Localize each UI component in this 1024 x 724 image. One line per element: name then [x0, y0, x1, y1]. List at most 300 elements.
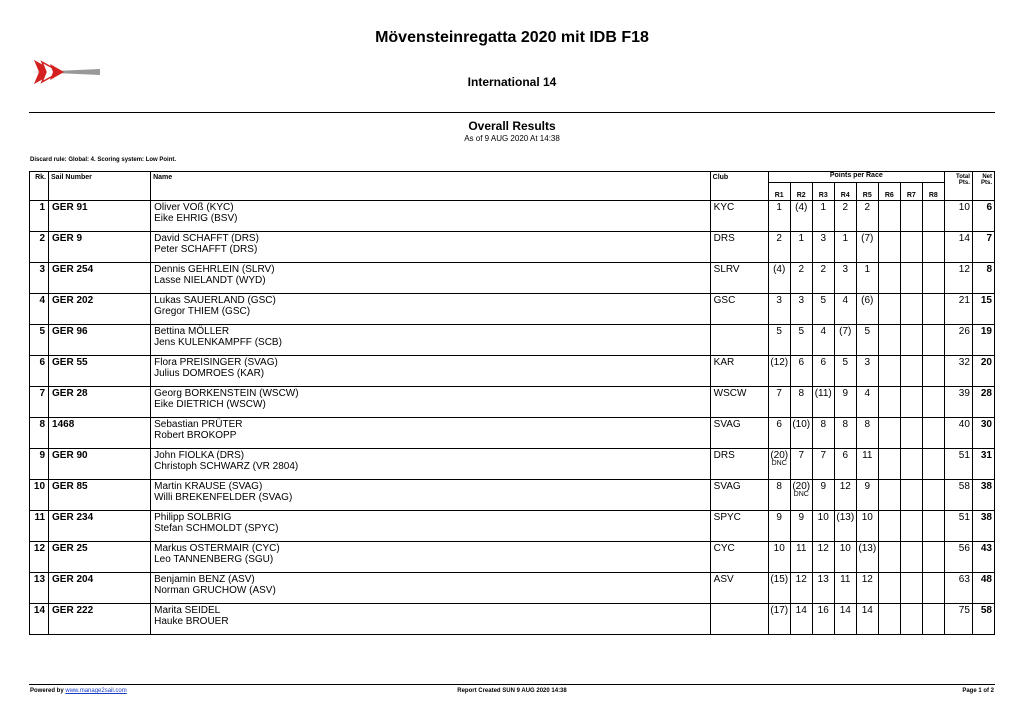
race-points-cell — [768, 201, 790, 232]
race-points-cell — [878, 263, 900, 294]
race-points-cell — [900, 542, 922, 573]
race-points: 6 — [776, 419, 782, 430]
race-points-cell — [812, 418, 834, 449]
rank-cell: 8 — [30, 418, 49, 449]
race-points-cell — [900, 387, 922, 418]
total-points-cell: 26 — [944, 325, 972, 356]
race-points-cell — [834, 573, 856, 604]
race-points-cell — [834, 263, 856, 294]
race-points: 5 — [864, 326, 871, 337]
table-row — [30, 387, 995, 418]
crew-names-cell — [151, 356, 711, 387]
race-points-cell — [856, 263, 878, 294]
race-points-cell — [856, 356, 878, 387]
race-points: 9 — [776, 512, 782, 523]
crew-name: David SCHAFFT (DRS) — [154, 233, 259, 244]
race-points-cell — [856, 232, 878, 263]
net-points-cell: 20 — [972, 356, 994, 387]
race-points: 6 — [798, 357, 804, 368]
crew-name: Benjamin BENZ (ASV) — [154, 574, 255, 585]
race-points: 11 — [796, 543, 807, 554]
column-header-race: R4 — [834, 183, 856, 201]
race-points: 10 — [839, 543, 851, 554]
race-points-cell — [922, 387, 944, 418]
race-points-cell — [790, 294, 812, 325]
net-points-cell: 8 — [972, 263, 994, 294]
race-points-cell — [812, 294, 834, 325]
race-points: 10 — [773, 543, 785, 554]
crew-name: Lukas SAUERLAND (GSC) — [154, 295, 276, 306]
sail-number-cell: GER 28 — [49, 387, 151, 418]
race-points: 1 — [776, 202, 782, 213]
race-points: 12 — [817, 543, 829, 554]
race-points-cell — [834, 294, 856, 325]
race-points: (15) — [770, 574, 789, 585]
race-points-cell — [790, 232, 812, 263]
race-points-cell — [834, 232, 856, 263]
column-header-points-per-race: Points per Race — [768, 172, 944, 183]
net-points-cell: 28 — [972, 387, 994, 418]
race-points: 8 — [820, 419, 827, 430]
race-points-cell — [812, 573, 834, 604]
race-points-cell — [900, 325, 922, 356]
race-points-cell — [900, 573, 922, 604]
race-points-cell — [922, 449, 944, 480]
column-header-rank: Rk. — [30, 172, 49, 201]
race-points-cell — [812, 542, 834, 573]
race-points-cell — [768, 356, 790, 387]
rank-cell: 12 — [30, 542, 49, 573]
race-points-cell — [878, 356, 900, 387]
net-points-cell: 58 — [972, 604, 994, 635]
sail-number-cell: GER 254 — [49, 263, 151, 294]
race-points: 4 — [864, 388, 871, 399]
race-points: 1 — [842, 233, 849, 244]
race-points-cell — [834, 604, 856, 635]
crew-names-cell — [151, 418, 711, 449]
race-points: 9 — [798, 512, 804, 523]
table-row — [30, 325, 995, 356]
race-points-cell — [900, 418, 922, 449]
race-points: 5 — [798, 326, 804, 337]
race-points: 6 — [820, 357, 827, 368]
race-points: 3 — [798, 295, 804, 306]
race-points-cell — [878, 294, 900, 325]
crew-name: Willi BREKENFELDER (SVAG) — [154, 492, 293, 503]
report-created: Report Created SUN 9 AUG 2020 14:38 — [457, 688, 567, 694]
column-header-race: R2 — [790, 183, 812, 201]
crew-name: Eike DIETRICH (WSCW) — [154, 399, 266, 410]
race-points: 5 — [842, 357, 849, 368]
race-points-cell — [856, 418, 878, 449]
race-points: 5 — [776, 326, 782, 337]
race-points-cell — [790, 542, 812, 573]
race-points: 3 — [776, 295, 782, 306]
race-points-cell — [878, 325, 900, 356]
table-row — [30, 449, 995, 480]
crew-names-cell — [151, 387, 711, 418]
race-points-cell — [812, 232, 834, 263]
race-points-cell — [834, 511, 856, 542]
rank-cell: 5 — [30, 325, 49, 356]
race-points-cell — [922, 573, 944, 604]
column-header-net: Net Pts. — [972, 172, 994, 201]
header-divider — [29, 112, 995, 113]
race-points-cell — [856, 604, 878, 635]
race-points: (20) — [770, 450, 789, 461]
race-points: (17) — [770, 605, 789, 616]
sail-number-cell: 1468 — [49, 418, 151, 449]
race-points: 9 — [864, 481, 871, 492]
race-points: 1 — [864, 264, 871, 275]
race-points: 9 — [820, 481, 827, 492]
total-points-cell: 75 — [944, 604, 972, 635]
crew-name: John FIOLKA (DRS) — [154, 450, 245, 461]
discard-rule: Discard rule: Global: 4. Scoring system: Low Point. — [30, 157, 177, 163]
as-of-timestamp: As of 9 AUG 2020 At 14:38 — [464, 134, 560, 143]
race-points-cell — [922, 325, 944, 356]
race-points: 4 — [842, 295, 849, 306]
club-cell — [710, 604, 768, 635]
race-points: 1 — [820, 202, 827, 213]
class-name: International 14 — [467, 75, 557, 89]
rank-cell: 1 — [30, 201, 49, 232]
net-points-cell: 48 — [972, 573, 994, 604]
crew-names-cell — [151, 232, 711, 263]
column-header-race: R6 — [878, 183, 900, 201]
crew-name: Norman GRUCHOW (ASV) — [154, 585, 276, 596]
race-points: 10 — [861, 512, 873, 523]
crew-name: Sebastian PRÜTER — [154, 419, 243, 430]
race-points-cell — [768, 387, 790, 418]
total-points-cell: 51 — [944, 511, 972, 542]
table-row — [30, 232, 995, 263]
powered-by-label: Powered by — [30, 688, 64, 694]
race-points-cell — [900, 449, 922, 480]
crew-names-cell — [151, 480, 711, 511]
race-points-cell — [812, 263, 834, 294]
race-points-cell — [768, 325, 790, 356]
race-points: 7 — [776, 388, 782, 399]
club-cell: ASV — [710, 573, 768, 604]
sail-number-cell: GER 204 — [49, 573, 151, 604]
club-cell: SVAG — [710, 480, 768, 511]
race-points-cell — [790, 387, 812, 418]
race-points-cell — [922, 480, 944, 511]
sail-number-cell: GER 222 — [49, 604, 151, 635]
race-points-cell — [812, 387, 834, 418]
column-header-race: R7 — [900, 183, 922, 201]
club-cell: DRS — [710, 232, 768, 263]
net-points-cell: 38 — [972, 480, 994, 511]
regatta-title: Mövensteinregatta 2020 mit IDB F18 — [375, 29, 649, 46]
crew-name: Jens KULENKAMPFF (SCB) — [154, 337, 282, 348]
table-row — [30, 418, 995, 449]
race-points-cell — [768, 480, 790, 511]
race-points: 12 — [839, 481, 851, 492]
race-points-cell — [878, 232, 900, 263]
crew-name: Leo TANNENBERG (SGU) — [154, 554, 274, 565]
manage2sail-link[interactable]: www.manage2sail.com — [65, 688, 127, 694]
table-row — [30, 294, 995, 325]
column-header-name: Name — [151, 172, 711, 201]
sail-number-cell: GER 234 — [49, 511, 151, 542]
race-points: 8 — [798, 388, 804, 399]
table-row — [30, 480, 995, 511]
net-points-cell: 43 — [972, 542, 994, 573]
race-points-cell — [900, 480, 922, 511]
club-cell: KAR — [710, 356, 768, 387]
race-points-cell — [856, 542, 878, 573]
club-cell: CYC — [710, 542, 768, 573]
race-points-cell — [768, 542, 790, 573]
crew-name: Martin KRAUSE (SVAG) — [154, 481, 263, 492]
race-points-cell — [768, 449, 790, 480]
race-points-cell — [922, 263, 944, 294]
race-points: 12 — [795, 574, 807, 585]
rank-cell: 10 — [30, 480, 49, 511]
race-points-cell — [856, 294, 878, 325]
race-points-cell — [790, 449, 812, 480]
column-header-sail-number: Sail Number — [49, 172, 151, 201]
crew-names-cell — [151, 449, 711, 480]
race-points: (13) — [836, 512, 855, 523]
race-points-cell — [922, 356, 944, 387]
race-points: 12 — [861, 574, 873, 585]
sail-number-cell: GER 25 — [49, 542, 151, 573]
overall-results-title: Overall Results — [468, 119, 556, 133]
race-points-cell — [900, 604, 922, 635]
column-header-race: R3 — [812, 183, 834, 201]
race-points-cell — [834, 325, 856, 356]
race-points: 13 — [817, 574, 829, 585]
race-points: 5 — [820, 295, 827, 306]
crew-name: Georg BORKENSTEIN (WSCW) — [154, 388, 299, 399]
race-points: 2 — [776, 233, 782, 244]
race-points: 8 — [776, 481, 782, 492]
net-points-cell: 30 — [972, 418, 994, 449]
race-points: (4) — [773, 264, 786, 275]
race-points-cell — [812, 201, 834, 232]
crew-names-cell — [151, 201, 711, 232]
race-points-cell — [834, 449, 856, 480]
race-points-cell — [768, 263, 790, 294]
race-points-cell — [900, 294, 922, 325]
column-header-race: R1 — [768, 183, 790, 201]
race-points: 1 — [798, 233, 804, 244]
table-row — [30, 356, 995, 387]
race-points: 2 — [798, 264, 804, 275]
crew-names-cell — [151, 542, 711, 573]
crew-name: Eike EHRIG (BSV) — [154, 213, 238, 224]
race-points: 8 — [864, 419, 871, 430]
sail-number-cell: GER 91 — [49, 201, 151, 232]
club-cell — [710, 325, 768, 356]
crew-name: Marita SEIDEL — [154, 605, 221, 616]
results-body — [30, 201, 995, 635]
race-points-cell — [790, 511, 812, 542]
total-points-cell: 12 — [944, 263, 972, 294]
crew-name: Julius DOMROES (KAR) — [154, 368, 265, 379]
race-points-cell — [856, 511, 878, 542]
race-points-cell — [922, 418, 944, 449]
race-points-cell — [812, 604, 834, 635]
race-points-cell — [922, 542, 944, 573]
race-points: 4 — [820, 326, 827, 337]
page-number: Page 1 of 2 — [962, 688, 994, 694]
total-points-cell: 21 — [944, 294, 972, 325]
total-points-cell: 56 — [944, 542, 972, 573]
crew-name: Flora PREISINGER (SVAG) — [154, 357, 278, 368]
race-points: (10) — [792, 419, 811, 430]
total-points-cell: 58 — [944, 480, 972, 511]
crew-names-cell — [151, 604, 711, 635]
race-points-cell — [878, 201, 900, 232]
race-points-cell — [768, 604, 790, 635]
rank-cell: 4 — [30, 294, 49, 325]
rank-cell: 7 — [30, 387, 49, 418]
crew-name: Hauke BROUER — [154, 616, 229, 627]
race-points-cell — [812, 480, 834, 511]
race-points-cell — [790, 418, 812, 449]
race-points-cell — [790, 356, 812, 387]
race-points-cell — [922, 294, 944, 325]
race-points-cell — [768, 232, 790, 263]
race-points: 7 — [820, 450, 827, 461]
results-table — [29, 171, 995, 635]
race-points: 2 — [820, 264, 827, 275]
net-points-cell: 31 — [972, 449, 994, 480]
race-points: (20) — [792, 481, 811, 492]
column-header-race: R5 — [856, 183, 878, 201]
race-points-cell — [834, 418, 856, 449]
race-points-cell — [812, 325, 834, 356]
race-points-cell — [790, 325, 812, 356]
race-points: 3 — [842, 264, 849, 275]
race-points: 3 — [864, 357, 871, 368]
race-points-cell — [812, 449, 834, 480]
club-cell: SVAG — [710, 418, 768, 449]
race-points: 2 — [864, 202, 871, 213]
column-header-total: Total Pts. — [944, 172, 972, 201]
race-points: (7) — [839, 326, 852, 337]
crew-names-cell — [151, 263, 711, 294]
crew-name: Peter SCHAFFT (DRS) — [154, 244, 258, 255]
rank-cell: 11 — [30, 511, 49, 542]
race-points-cell — [790, 604, 812, 635]
total-points-cell: 63 — [944, 573, 972, 604]
race-points: 8 — [842, 419, 849, 430]
race-points-cell — [900, 263, 922, 294]
race-points-cell — [790, 573, 812, 604]
race-points-cell — [922, 604, 944, 635]
penalty-code: DNC — [793, 491, 809, 498]
crew-names-cell — [151, 573, 711, 604]
net-points-cell: 38 — [972, 511, 994, 542]
club-cell: SLRV — [710, 263, 768, 294]
sail-number-cell: GER 85 — [49, 480, 151, 511]
race-points-cell — [878, 573, 900, 604]
net-points-cell: 6 — [972, 201, 994, 232]
race-points-cell — [900, 356, 922, 387]
rank-cell: 9 — [30, 449, 49, 480]
race-points-cell — [768, 418, 790, 449]
race-points-cell — [834, 201, 856, 232]
race-points-cell — [812, 356, 834, 387]
race-points-cell — [768, 573, 790, 604]
total-points-cell: 51 — [944, 449, 972, 480]
table-row — [30, 573, 995, 604]
race-points-cell — [856, 449, 878, 480]
net-points-cell: 15 — [972, 294, 994, 325]
column-header-race: R8 — [922, 183, 944, 201]
race-points-cell — [856, 201, 878, 232]
race-points-cell — [790, 263, 812, 294]
race-points-cell — [922, 201, 944, 232]
sail-number-cell: GER 9 — [49, 232, 151, 263]
race-points: (7) — [861, 233, 874, 244]
race-points: (13) — [858, 543, 877, 554]
race-points-cell — [768, 511, 790, 542]
column-header-club: Club — [710, 172, 768, 201]
crew-names-cell — [151, 325, 711, 356]
crew-names-cell — [151, 511, 711, 542]
table-row — [30, 201, 995, 232]
race-points-cell — [812, 511, 834, 542]
rank-cell: 14 — [30, 604, 49, 635]
race-points: 3 — [820, 233, 827, 244]
total-points-cell: 32 — [944, 356, 972, 387]
race-points: 14 — [795, 605, 807, 616]
sail-number-cell: GER 202 — [49, 294, 151, 325]
crew-names-cell — [151, 294, 711, 325]
race-points-cell — [768, 294, 790, 325]
race-points-cell — [790, 480, 812, 511]
club-cell: WSCW — [710, 387, 768, 418]
race-points: 6 — [842, 450, 849, 461]
race-points-cell — [834, 356, 856, 387]
table-row — [30, 263, 995, 294]
race-points-cell — [856, 480, 878, 511]
crew-name: Dennis GEHRLEIN (SLRV) — [154, 264, 275, 275]
crew-name: Philipp SOLBRIG — [154, 512, 232, 523]
net-points-cell: 19 — [972, 325, 994, 356]
race-points: 10 — [817, 512, 829, 523]
crew-name: Markus OSTERMAIR (CYC) — [154, 543, 280, 554]
race-points-cell — [878, 480, 900, 511]
club-cell: KYC — [710, 201, 768, 232]
table-row — [30, 542, 995, 573]
race-points-cell — [834, 480, 856, 511]
sail-number-cell: GER 55 — [49, 356, 151, 387]
crew-name: Oliver VOß (KYC) — [154, 202, 234, 213]
race-points-cell — [856, 325, 878, 356]
race-points: (11) — [814, 388, 832, 399]
sail-number-cell: GER 90 — [49, 449, 151, 480]
club-cell: GSC — [710, 294, 768, 325]
race-points-cell — [878, 511, 900, 542]
race-points: 16 — [817, 605, 829, 616]
total-points-cell: 39 — [944, 387, 972, 418]
race-points-cell — [834, 387, 856, 418]
rank-cell: 2 — [30, 232, 49, 263]
race-points-cell — [878, 387, 900, 418]
sail-number-cell: GER 96 — [49, 325, 151, 356]
table-row — [30, 511, 995, 542]
penalty-code: DNC — [771, 460, 787, 467]
crew-name: Stefan SCHMOLDT (SPYC) — [154, 523, 279, 534]
total-points-cell: 14 — [944, 232, 972, 263]
